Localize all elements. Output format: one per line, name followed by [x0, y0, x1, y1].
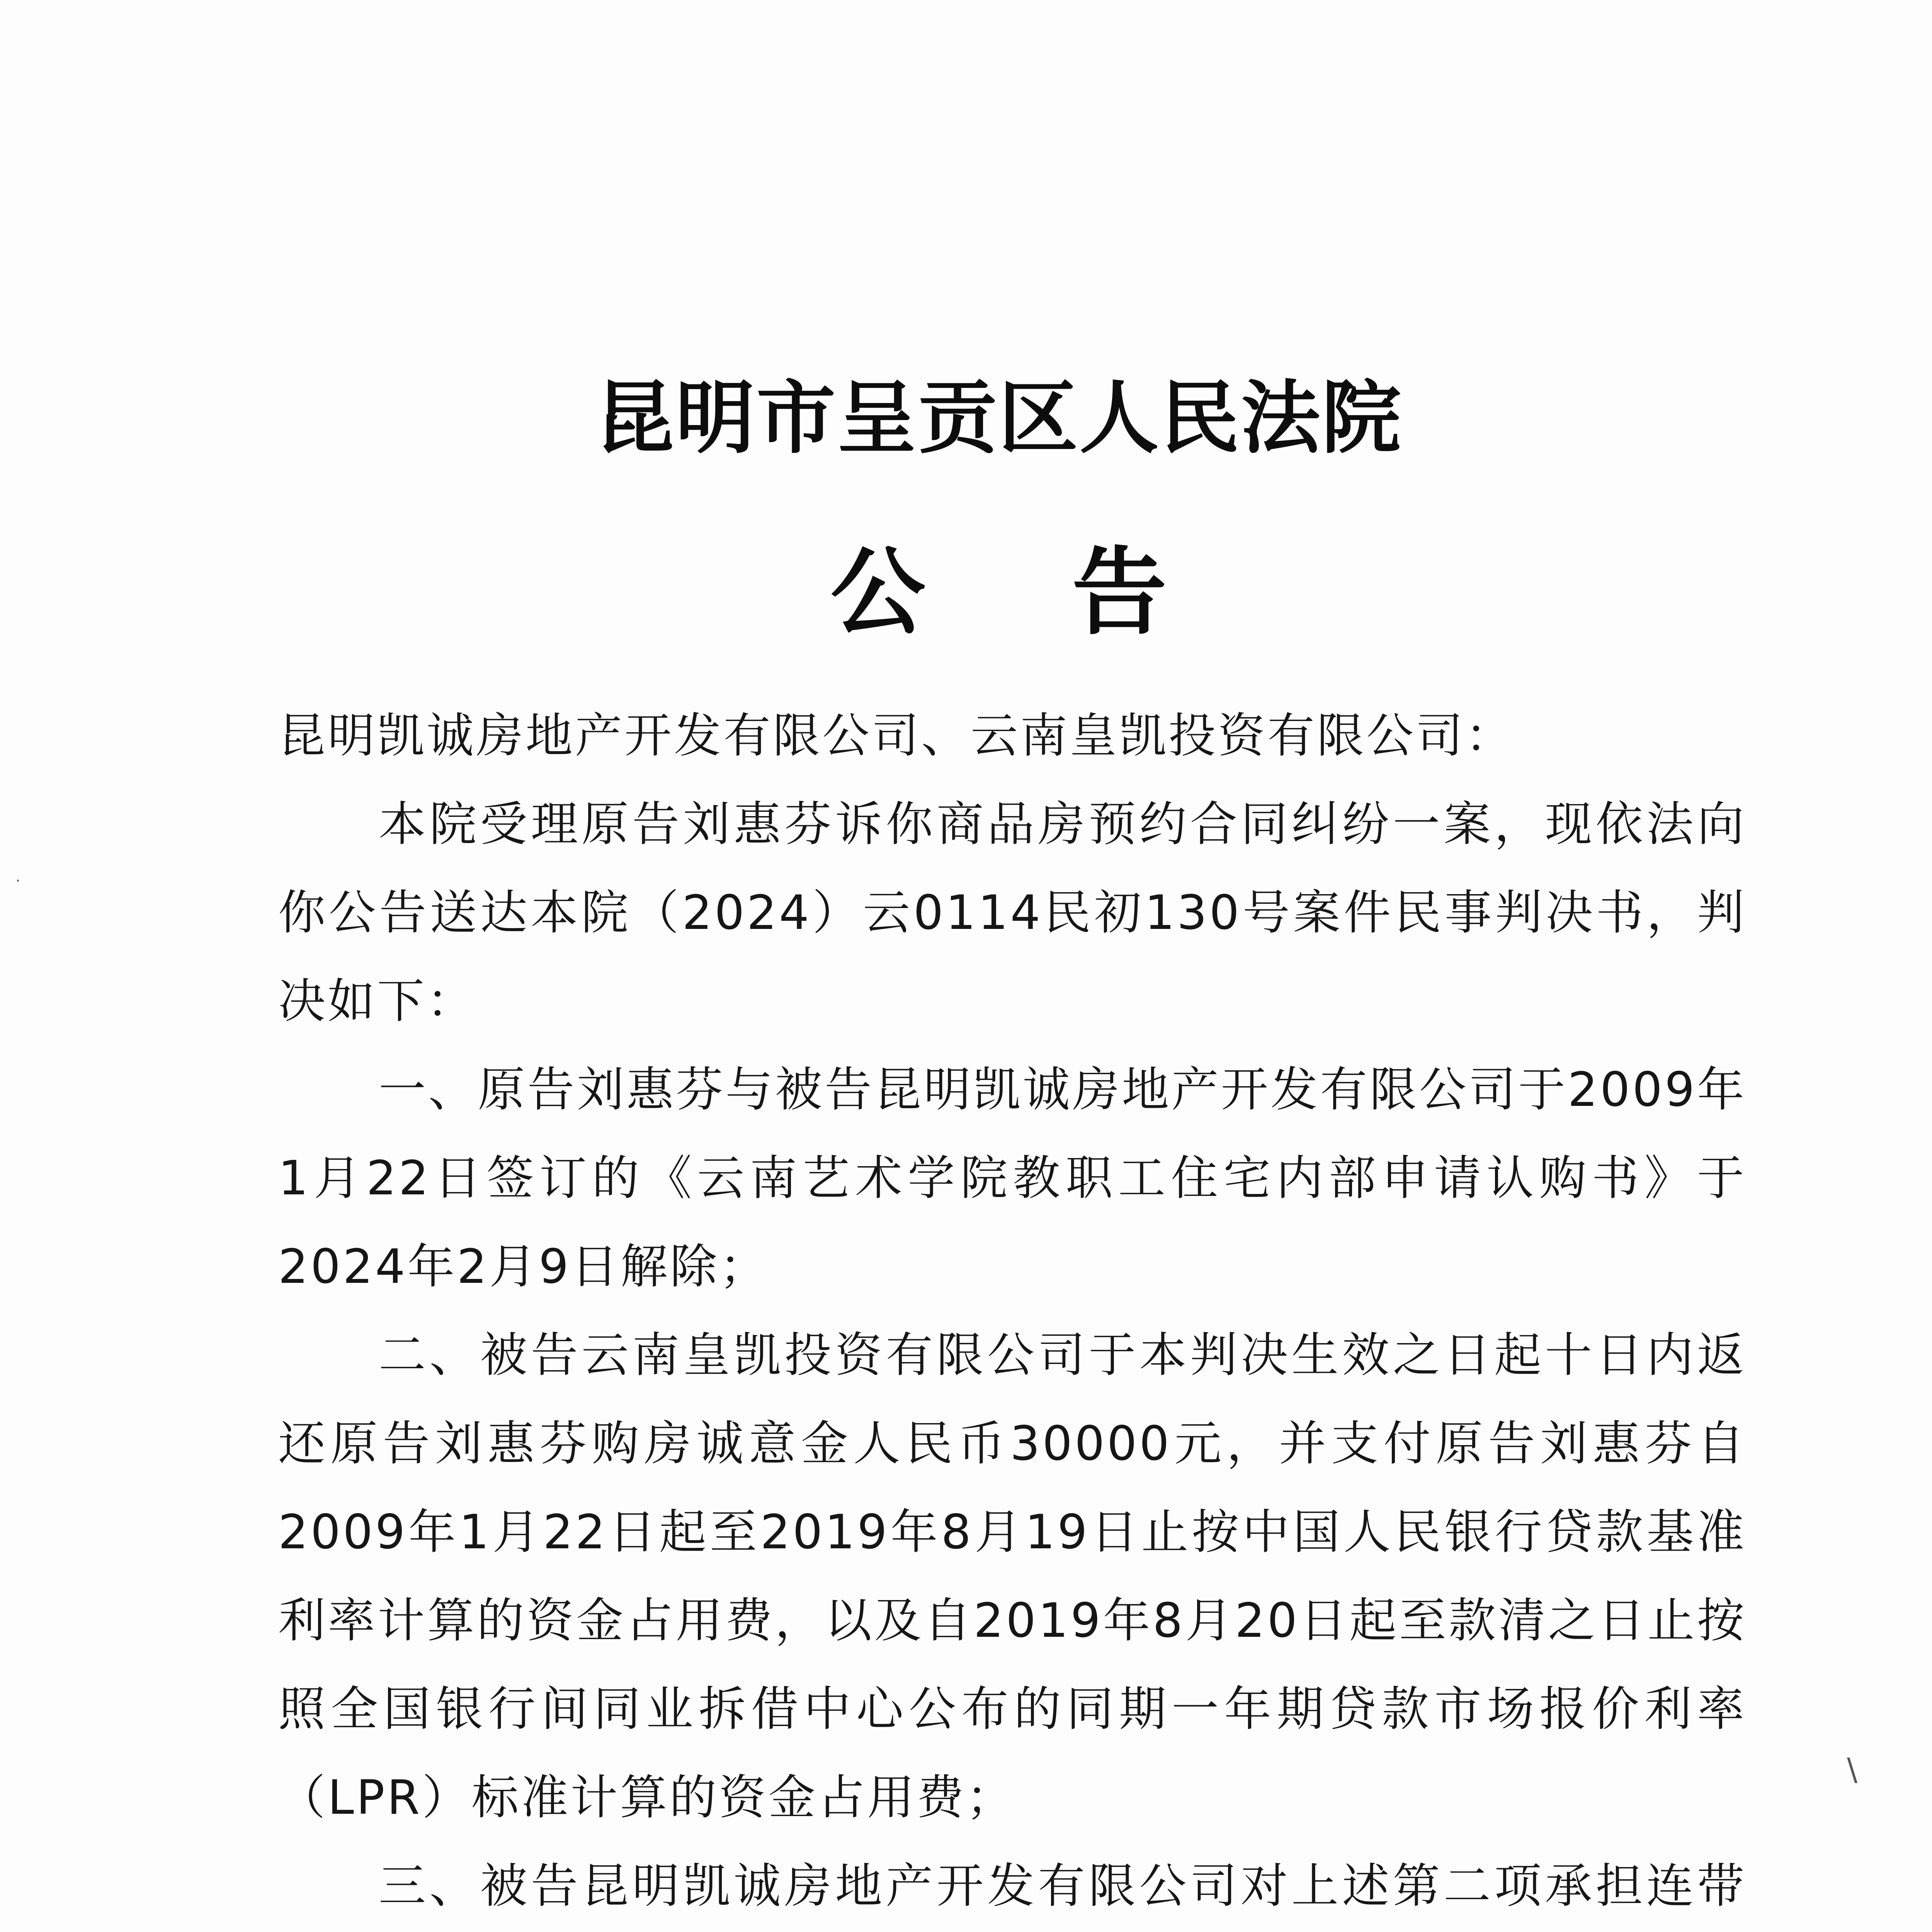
notice-body: [278, 692, 1747, 1932]
judgment-item-1: 一、原告刘惠芬与被告昆明凯诚房地产开发有限公司于2009年1月22日签订的《云南艺术学院教职工住宅内部申请认购书》于2024年2月9日解除；: [278, 1062, 1747, 1294]
document-type-title: 公告: [830, 536, 1314, 648]
scan-speck: \: [1847, 1752, 1857, 1787]
judgment-item-2: 二、被告云南皇凯投资有限公司于本判决生效之日起十日内返还原告刘惠芬购房诚意金人民币30000元，并支付原告刘惠芬自2009年1月22日起至2019年8月19日止按中国人民银行贷款基准利率计算的资金占用费，以及自2019年8月20日起至款清之日止按照全国银行间同业拆借中心公布的同期一年期贷款市场报价利率（LPR）标准计算的资金占用费；: [278, 1328, 1747, 1825]
addressee-line: 昆明凯诚房地产开发有限公司、云南皇凯投资有限公司：: [278, 708, 1515, 763]
scan-speck: ·: [15, 872, 20, 890]
judgment-item-3: 三、被告昆明凯诚房地产开发有限公司对上述第二项承担连带: [379, 1859, 1747, 1913]
court-name: 昆明市呈贡区人民法院: [595, 372, 1403, 464]
intro-paragraph: 本院受理原告刘惠芬诉你商品房预约合同纠纷一案，现依法向你公告送达本院（2024）云0114民初130号案件民事判决书，判决如下：: [278, 797, 1747, 1029]
